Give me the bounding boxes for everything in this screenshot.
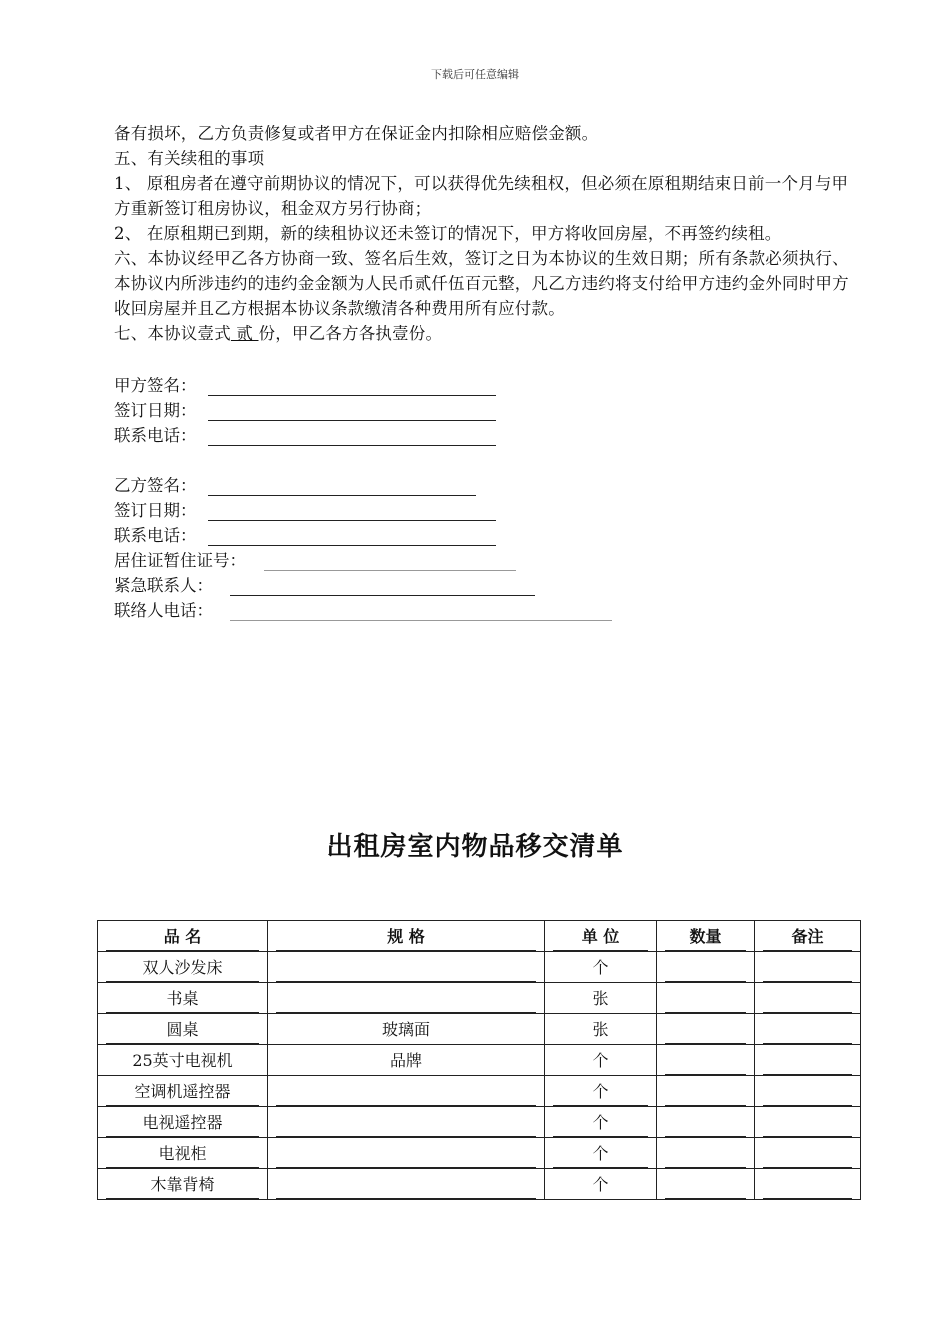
contact-phone-label: 联络人电话：	[114, 601, 213, 620]
table-row	[98, 1169, 861, 1200]
unit-cell: 张	[545, 983, 657, 1014]
unit-cell: 个	[545, 1076, 657, 1107]
inventory-table	[97, 920, 861, 1200]
table-row	[98, 1138, 861, 1169]
spec-cell[interactable]	[268, 1138, 545, 1169]
spec-cell[interactable]	[268, 1107, 545, 1138]
unit-cell: 个	[545, 1045, 657, 1076]
quantity-cell[interactable]	[657, 983, 755, 1014]
emergency-contact-line[interactable]	[230, 595, 535, 596]
spec-cell[interactable]: 玻璃面	[268, 1014, 545, 1045]
note-cell[interactable]	[755, 952, 861, 983]
table-header-row	[98, 921, 861, 952]
table-row	[98, 1045, 861, 1076]
section-renewal-heading: 五、有关续租的事项	[114, 149, 265, 168]
party-a-phone-line[interactable]	[208, 445, 496, 446]
header-spec: 规 格	[268, 921, 545, 952]
party-b-phone-row	[114, 523, 197, 548]
quantity-cell[interactable]	[657, 1076, 755, 1107]
item-name-cell: 25英寸电视机	[98, 1045, 268, 1076]
party-b-signature-row	[114, 473, 197, 498]
contact-phone-row	[114, 598, 213, 623]
header-note: 备注	[755, 921, 861, 952]
header-note: 下载后可任意编辑	[431, 68, 519, 81]
party-a-date-row	[114, 398, 197, 423]
spec-cell[interactable]	[268, 983, 545, 1014]
spec-cell[interactable]: 品牌	[268, 1045, 545, 1076]
table-row	[98, 983, 861, 1014]
paragraph-renewal-1: 1、 原租房者在遵守前期协议的情况下，可以获得优先续租权，但必须在原租期结束日前一个月与甲方重新签订租房协议，租金双方另行协商；	[114, 174, 849, 218]
party-b-date-row	[114, 498, 197, 523]
paragraph-effect-penalty: 六、本协议经甲乙各方协商一致、签名后生效，签订之日为本协议的生效日期；所有条款必须执行、本协议内所涉违约的违约金金额为人民币贰仟伍百元整，凡乙方违约将支付给甲方违约金外同时甲方收回房屋并且乙方根据本协议条款缴清各种费用所有应付款。	[114, 249, 849, 318]
item-name-cell: 空调机遥控器	[98, 1076, 268, 1107]
party-b-date-line[interactable]	[208, 520, 496, 521]
item-name-cell: 电视遥控器	[98, 1107, 268, 1138]
party-a-signature-line[interactable]	[208, 395, 496, 396]
item-name-cell: 圆桌	[98, 1014, 268, 1045]
party-a-date-label: 签订日期：	[114, 401, 197, 420]
unit-cell: 张	[545, 1014, 657, 1045]
quantity-cell[interactable]	[657, 952, 755, 983]
party-a-signature-row	[114, 373, 197, 398]
unit-cell: 个	[545, 1169, 657, 1200]
residence-permit-label: 居住证暂住证号：	[114, 551, 246, 570]
item-name-cell: 木靠背椅	[98, 1169, 268, 1200]
spec-cell[interactable]	[268, 1076, 545, 1107]
party-b-signature-label: 乙方签名：	[114, 476, 197, 495]
unit-cell: 个	[545, 1138, 657, 1169]
note-cell[interactable]	[755, 1014, 861, 1045]
party-a-phone-label: 联系电话：	[114, 426, 197, 445]
table-row	[98, 1014, 861, 1045]
note-cell[interactable]	[755, 1076, 861, 1107]
unit-cell: 个	[545, 952, 657, 983]
party-b-signature-line[interactable]	[208, 495, 476, 496]
agreement-body	[114, 121, 859, 346]
spec-cell[interactable]	[268, 952, 545, 983]
party-b-phone-label: 联系电话：	[114, 526, 197, 545]
residence-permit-line[interactable]	[264, 570, 516, 571]
spec-cell[interactable]	[268, 1169, 545, 1200]
paragraph-renewal-2: 2、 在原租期已到期，新的续租协议还未签订的情况下，甲方将收回房屋，不再签约续租。	[114, 224, 782, 243]
item-name-cell: 双人沙发床	[98, 952, 268, 983]
table-row	[98, 1107, 861, 1138]
quantity-cell[interactable]	[657, 1014, 755, 1045]
emergency-contact-row	[114, 573, 213, 598]
note-cell[interactable]	[755, 1138, 861, 1169]
note-cell[interactable]	[755, 1045, 861, 1076]
inventory-body	[98, 952, 861, 1200]
party-b-phone-line[interactable]	[208, 545, 496, 546]
table-row	[98, 1076, 861, 1107]
header-item-name: 品 名	[98, 921, 268, 952]
emergency-contact-label: 紧急联系人：	[114, 576, 213, 595]
copies-count: 贰	[230, 324, 259, 343]
contact-phone-line[interactable]	[230, 620, 612, 621]
paragraph-copies: 七、本协议壹式 贰 份，甲乙各方各执壹份。	[114, 324, 443, 343]
item-name-cell: 电视柜	[98, 1138, 268, 1169]
quantity-cell[interactable]	[657, 1045, 755, 1076]
party-a-phone-row	[114, 423, 197, 448]
party-a-date-line[interactable]	[208, 420, 496, 421]
item-name-cell: 书桌	[98, 983, 268, 1014]
residence-permit-row	[114, 548, 246, 573]
quantity-cell[interactable]	[657, 1107, 755, 1138]
unit-cell: 个	[545, 1107, 657, 1138]
note-cell[interactable]	[755, 1169, 861, 1200]
table-row	[98, 952, 861, 983]
quantity-cell[interactable]	[657, 1169, 755, 1200]
note-cell[interactable]	[755, 983, 861, 1014]
inventory-title: 出租房室内物品移交清单	[326, 832, 624, 862]
header-quantity: 数量	[657, 921, 755, 952]
note-cell[interactable]	[755, 1107, 861, 1138]
paragraph-damage: 备有损坏，乙方负责修复或者甲方在保证金内扣除相应赔偿金额。	[114, 124, 599, 143]
quantity-cell[interactable]	[657, 1138, 755, 1169]
party-a-signature-label: 甲方签名：	[114, 376, 197, 395]
header-unit: 单 位	[545, 921, 657, 952]
party-b-date-label: 签订日期：	[114, 501, 197, 520]
